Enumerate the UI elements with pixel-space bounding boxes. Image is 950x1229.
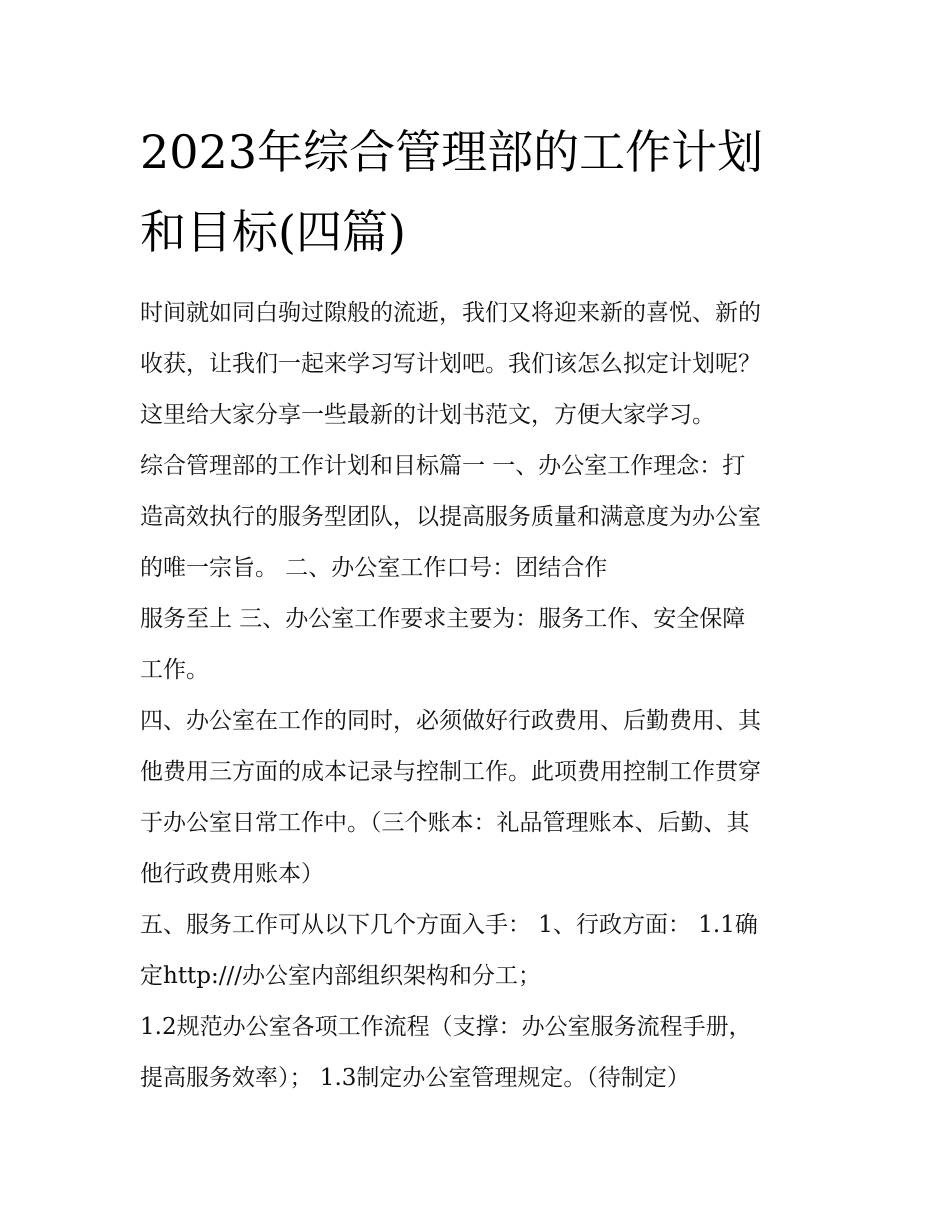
body-line-10: 他费用三方面的成本记录与控制工作。此项费用控制工作贯穿	[140, 759, 761, 785]
title-line-2: 和目标(四篇)	[140, 205, 406, 259]
document-content	[140, 112, 820, 1104]
body-line-16: 提高服务效率）； 1.3制定办公室管理规定。（待制定）	[140, 1065, 690, 1091]
body-line-12: 他行政费用账本）	[140, 861, 324, 887]
body-line-4: 综合管理部的工作计划和目标篇一 一、办公室工作理念：打	[140, 453, 746, 479]
body-line-3: 这里给大家分享一些最新的计划书范文，方便大家学习。	[140, 402, 715, 428]
body-line-6: 的唯一宗旨。 二、办公室工作口号：团结合作	[140, 555, 608, 581]
body-line-14: 定http:///办公室内部组织架构和分工；	[140, 963, 542, 989]
body-line-13: 五、服务工作可从以下几个方面入手： 1、行政方面： 1.1确	[140, 912, 758, 938]
body-line-7: 服务至上 三、办公室工作要求主要为：服务工作、安全保障	[140, 606, 746, 632]
body-line-9: 四、办公室在工作的同时，必须做好行政费用、后勤费用、其	[140, 708, 761, 734]
body-line-11: 于办公室日常工作中。（三个账本：礼品管理账本、后勤、其	[140, 810, 750, 836]
document-body	[140, 288, 820, 1104]
document-title	[140, 112, 820, 272]
body-line-1: 时间就如同白驹过隙般的流逝，我们又将迎来新的喜悦、新的	[140, 300, 761, 326]
body-line-2: 收获，让我们一起来学习写计划吧。我们该怎么拟定计划呢？	[140, 351, 761, 377]
body-line-15: 1.2规范办公室各项工作流程（支撑：办公室服务流程手册，	[140, 1014, 752, 1040]
body-line-8: 工作。	[140, 657, 209, 683]
body-line-5: 造高效执行的服务型团队，以提高服务质量和满意度为办公室	[140, 504, 761, 530]
title-line-1: 2023年综合管理部的工作计划	[140, 125, 764, 179]
